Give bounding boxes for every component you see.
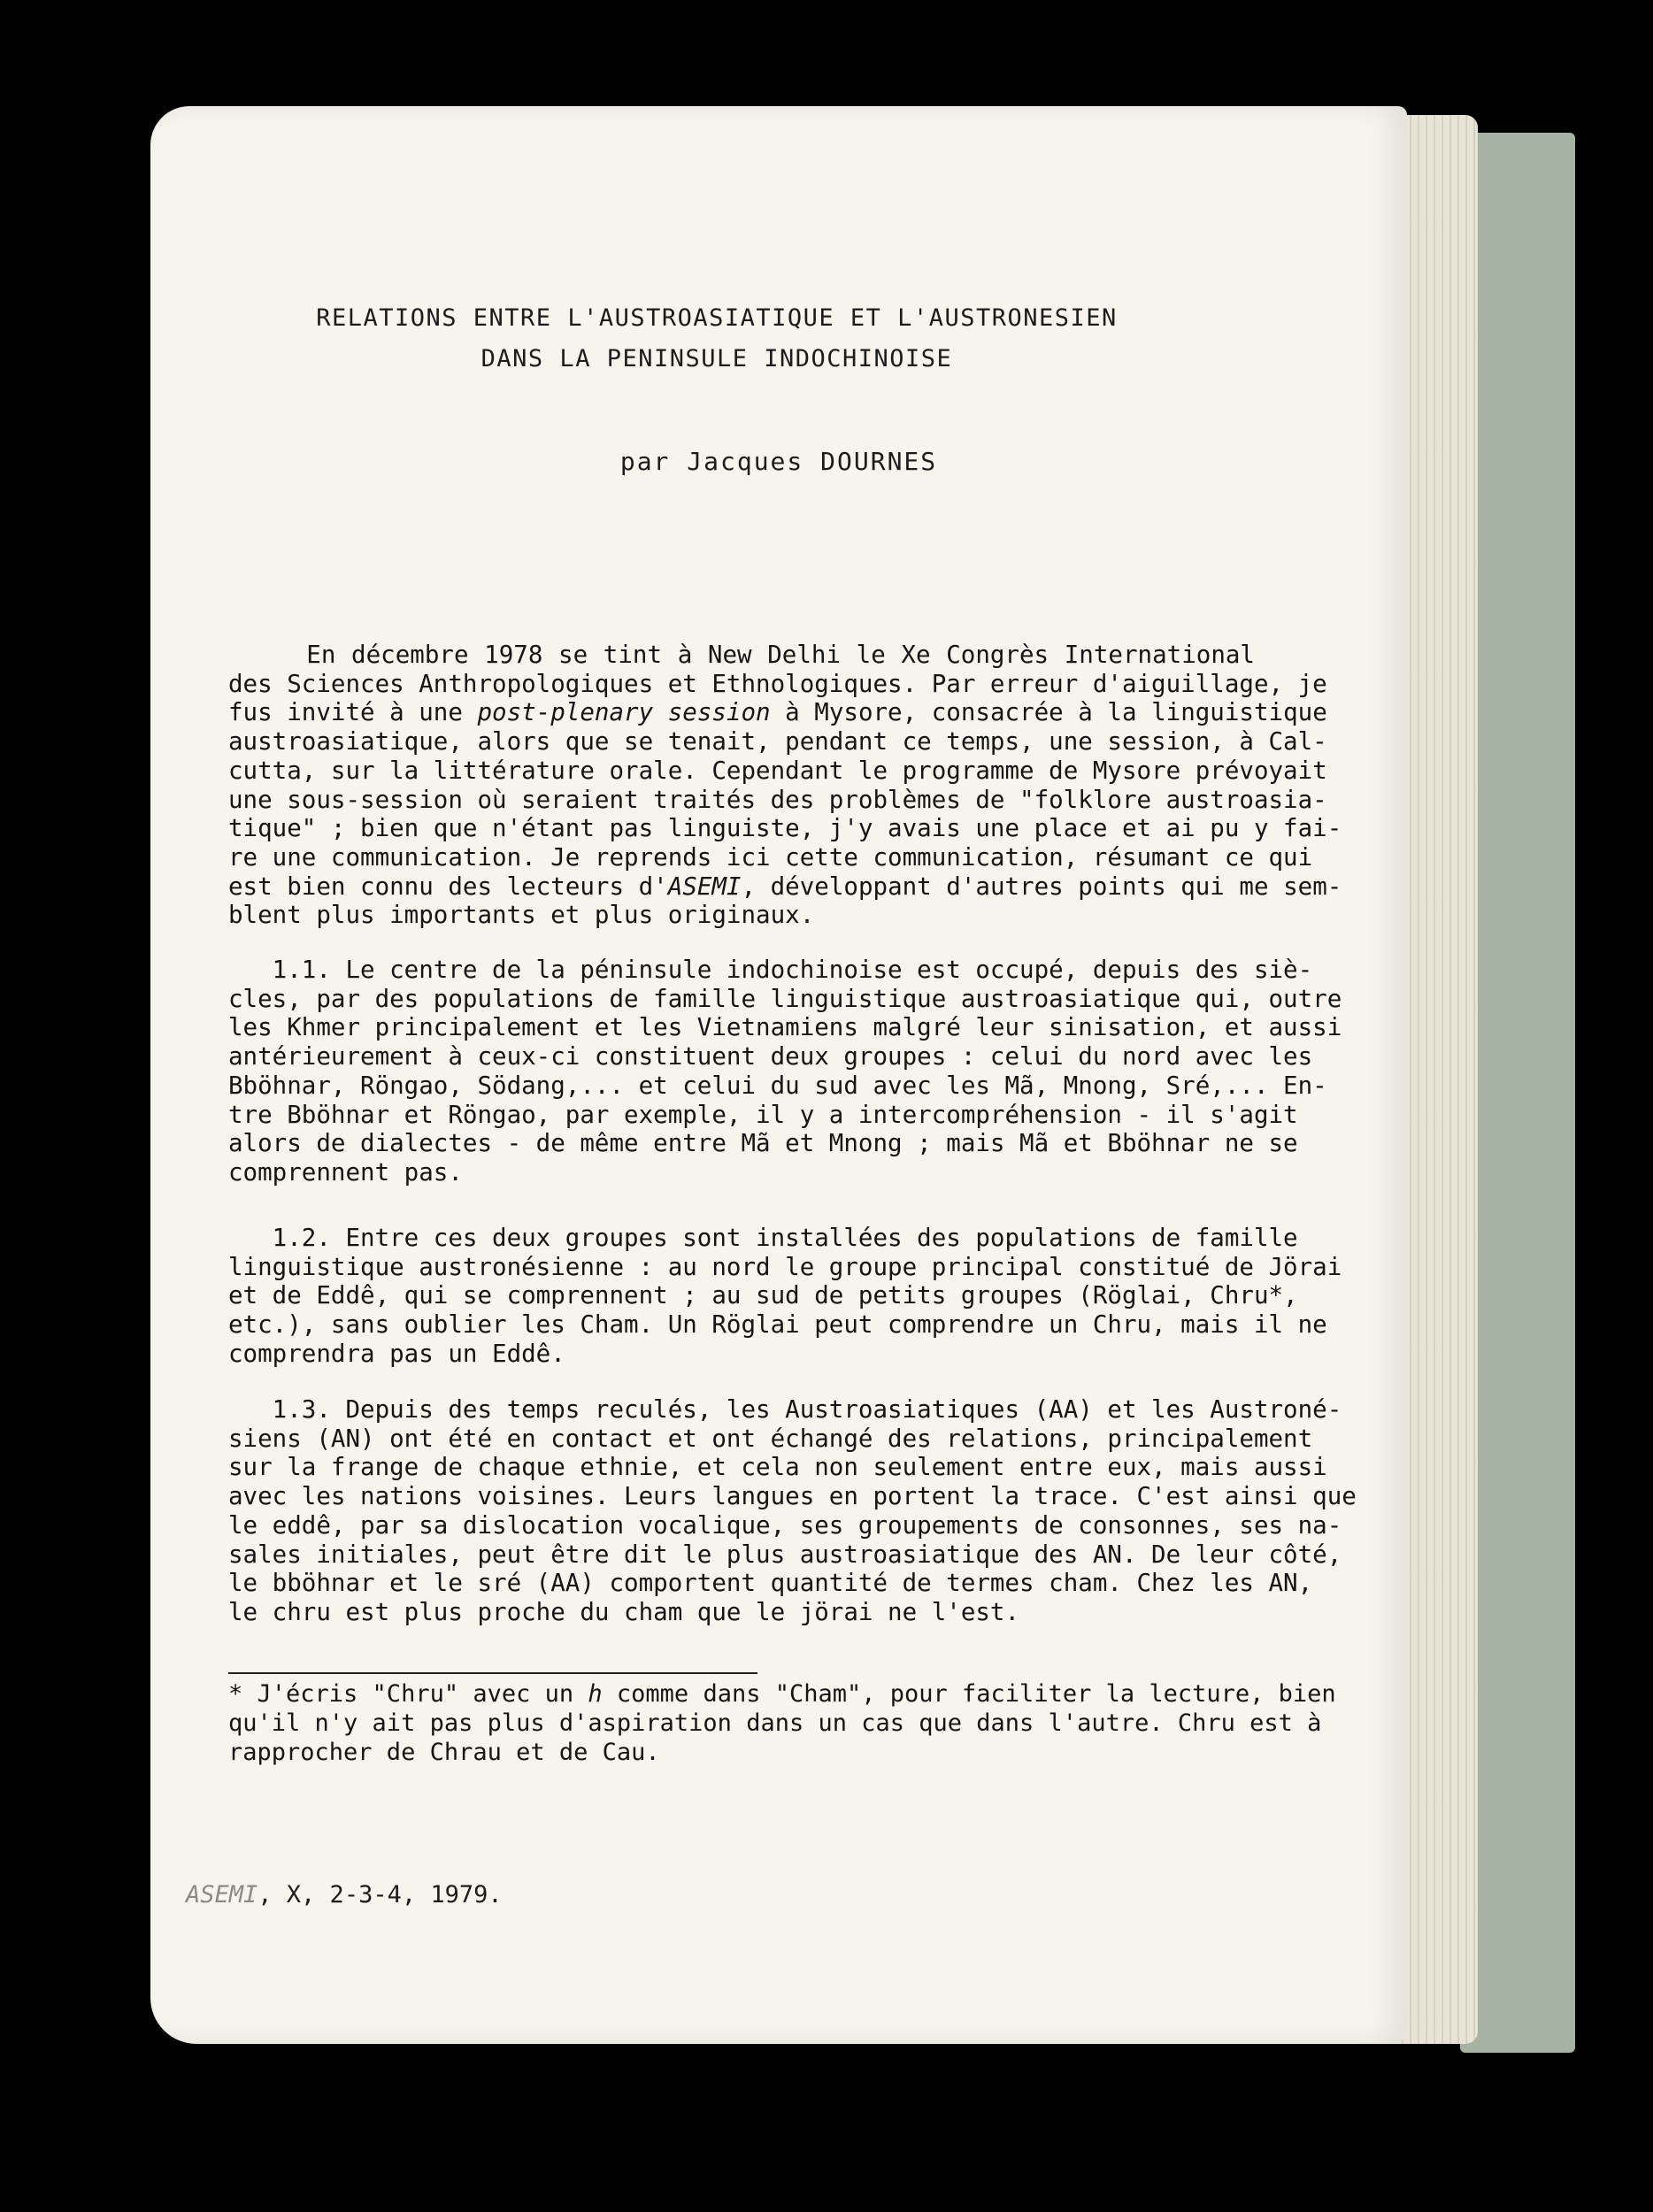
text-line: une sous-session où seraient traités des problèmes de "folklore austroasia- <box>228 785 1327 814</box>
text-segment: à Mysore, consacrée à la linguistique <box>770 698 1327 727</box>
emphasis-session: post-plenary session <box>477 698 771 727</box>
title-line-1: RELATIONS ENTRE L'AUSTROASIATIQUE ET L'AUSTRONESIEN <box>316 304 1118 332</box>
text-line: 1.2. Entre ces deux groupes sont installées des populations de famille <box>228 1224 1298 1252</box>
text-line: antérieurement à ceux-ci constituent deux groupes : celui du nord avec les <box>228 1042 1313 1071</box>
text-line: 1.1. Le centre de la péninsule indochinoise est occupé, depuis des siè- <box>228 956 1313 984</box>
emphasis-journal: ASEMI <box>667 872 742 901</box>
author-byline: par Jacques DOURNES <box>619 447 938 476</box>
section-1-2 <box>228 1224 1342 1369</box>
text-line: austroasiatique, alors que se tenait, pendant ce temps, une session, à Cal- <box>228 727 1327 757</box>
section-1-1 <box>228 956 1342 1187</box>
text-line: le chru est plus proche du cham que le jörai ne l'est. <box>228 1597 1020 1626</box>
text-line: blent plus importants et plus originaux. <box>228 901 815 930</box>
text-line: comprennent pas. <box>228 1157 463 1187</box>
text-line: re une communication. Je reprends ici cette communication, résumant ce qui <box>228 842 1313 872</box>
text-line: sales initiales, peut être dit le plus austroasiatique des AN. De leur côté, <box>228 1540 1342 1569</box>
text-line: En décembre 1978 se tint à New Delhi le Xe Congrès International <box>228 641 1255 669</box>
text-line: et de Eddê, qui se comprennent ; au sud de petits groupes (Röglai, Chru*, <box>228 1281 1298 1310</box>
text-line: 1.3. Depuis des temps reculés, les Austroasiatiques (AA) et les Austroné- <box>228 1395 1342 1424</box>
text-line: le bböhnar et le sré (AA) comportent quantité de termes cham. Chez les AN, <box>228 1569 1313 1598</box>
text-line: comprendra pas un Eddê. <box>228 1339 565 1368</box>
text-line: avec les nations voisines. Leurs langues en portent la trace. C'est ainsi que <box>228 1482 1357 1511</box>
text-line: rapprocher de Chrau et de Cau. <box>228 1739 660 1766</box>
emphasis-letter: h <box>588 1680 603 1708</box>
text-line: des Sciences Anthropologiques et Ethnologiques. Par erreur d'aiguillage, je <box>228 669 1327 698</box>
text-line: les Khmer principalement et les Vietnamiens malgré leur sinisation, et aussi <box>228 1013 1342 1042</box>
text-line: etc.), sans oublier les Cham. Un Röglai peut comprendre un Chru, mais il ne <box>228 1310 1327 1340</box>
citation-journal: ASEMI <box>186 1881 258 1909</box>
text-segment: fus invité à une <box>228 698 478 727</box>
text-segment: est bien connu des lecteurs d' <box>228 872 668 901</box>
footnote-divider <box>228 1672 757 1674</box>
text-line <box>228 872 1342 902</box>
text-line <box>228 1679 1336 1709</box>
text-line: tique" ; bien que n'étant pas linguiste, j'y avais une place et ai pu y fai- <box>228 814 1342 843</box>
text-segment: , développant d'autres points qui me sem- <box>741 872 1342 901</box>
citation-details: , X, 2-3-4, 1979. <box>258 1881 503 1909</box>
text-line: tre Bböhnar et Röngao, par exemple, il y a intercompréhension - il s'agit <box>228 1100 1298 1129</box>
title-line-2: DANS LA PENINSULE INDOCHINOISE <box>481 345 953 373</box>
journal-citation <box>186 1881 503 1909</box>
text-line <box>228 698 1327 727</box>
text-line: Bböhnar, Röngao, Södang,... et celui du sud avec les Mã, Mnong, Sré,... En- <box>228 1071 1327 1100</box>
text-segment: * J'écris "Chru" avec un <box>228 1680 588 1708</box>
section-1-3 <box>228 1395 1357 1627</box>
text-line: le eddê, par sa dislocation vocalique, ses groupements de consonnes, ses na- <box>228 1510 1342 1540</box>
text-line: siens (AN) ont été en contact et ont échangé des relations, principalement <box>228 1424 1313 1453</box>
text-line: cles, par des populations de famille linguistique austroasiatique qui, outre <box>228 984 1342 1013</box>
text-line: linguistique austronésienne : au nord le groupe principal constitué de Jörai <box>228 1252 1342 1281</box>
footnote <box>228 1679 1336 1767</box>
text-line: sur la frange de chaque ethnie, et cela non seulement entre eux, mais aussi <box>228 1453 1327 1482</box>
text-line: cutta, sur la littérature orale. Cependant le programme de Mysore prévoyait <box>228 756 1327 785</box>
text-line: alors de dialectes - de même entre Mã et Mnong ; mais Mã et Bböhnar ne se <box>228 1129 1298 1158</box>
text-segment: comme dans "Cham", pour faciliter la lecture, bien <box>602 1680 1336 1708</box>
text-line: qu'il n'y ait pas plus d'aspiration dans un cas que dans l'autre. Chru est à <box>228 1709 1322 1737</box>
intro-paragraph <box>228 641 1342 930</box>
